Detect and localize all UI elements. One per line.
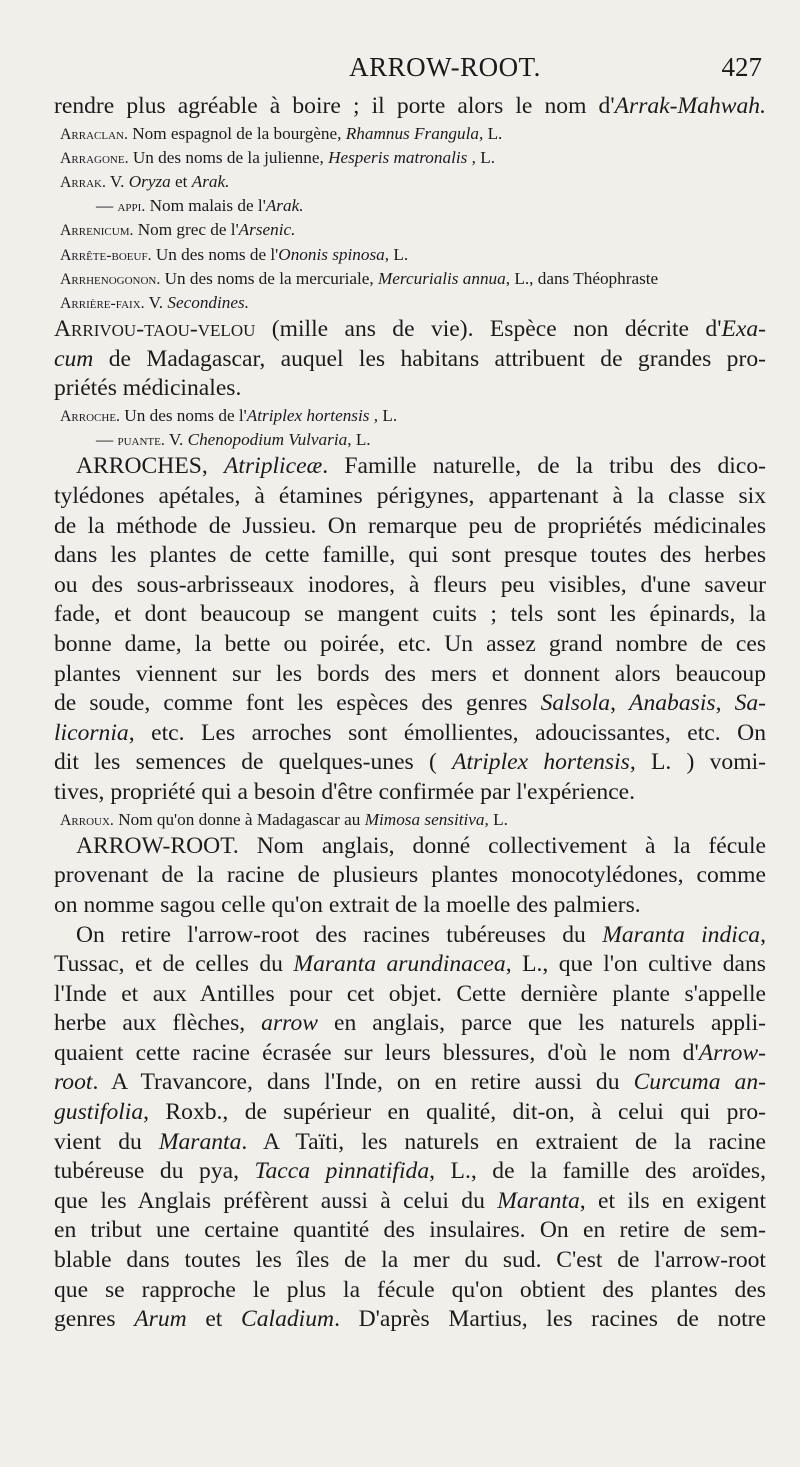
text-line: rendre plus agréable à boire ; il porte alors le nom d'Arrak-Mahwah.: [54, 93, 766, 119]
text-line: que se rapproche le plus la fécule qu'on obtient des plantes des: [54, 1276, 766, 1303]
text-line: plantes viennent sur les bords des mers et donnent alors beaucoup: [54, 660, 766, 687]
dictionary-entry-line: Arrak. V. Oryza et Arak.: [60, 172, 230, 191]
text-line: ARROW-ROOT. Nom anglais, donné collectivement à la fécule: [76, 832, 766, 859]
dictionary-entry-line: Arragone. Un des noms de la julienne, Hesperis matronalis , L.: [60, 147, 496, 167]
text-line: On retire l'arrow-root des racines tubéreuses du Maranta indica,: [76, 921, 766, 948]
dictionary-entry-line: — appi. Nom malais de l'Arak.: [96, 196, 304, 216]
text-line: blable dans toutes les îles de la mer du sud. C'est de l'arrow-root: [54, 1247, 766, 1274]
text-line: ARROCHES, Atripliceæ. Famille naturelle, de la tribu des dico-: [76, 453, 766, 480]
text-line: priétés médicinales.: [54, 375, 242, 402]
dictionary-entry-line: Arroche. Un des noms de l'Atriplex hortensis , L.: [60, 406, 398, 425]
text-line: de la méthode de Jussieu. On remarque peu de propriétés médicinales: [54, 512, 766, 539]
text-line: on nomme sagou celle qu'on extrait de la moelle des palmiers.: [54, 891, 641, 918]
text-line: cum de Madagascar, auquel les habitans attribuent de grandes pro-: [54, 345, 766, 372]
text-line: de soude, comme font les espèces des genres Salsola, Anabasis, Sa-: [54, 690, 767, 717]
dictionary-entry-line: Arrhenogonon. Un des noms de la mercuriale, Mercurialis annua, L., dans Théophraste: [60, 268, 659, 288]
text-line: quaient cette racine écrasée sur leurs blessures, d'où le nom d'Arrow-: [54, 1039, 766, 1066]
text-body: [54, 92, 766, 1335]
text-line: tylédones apétales, à étamines périgynes, appartenant à la classe six: [54, 483, 766, 509]
dictionary-entry-line: Arraclan. Nom espagnol de la bourgène, Rhamnus Frangula, L.: [60, 123, 503, 143]
text-line: dit les semences de quelques-unes ( Atriplex hortensis, L. ) vomi-: [54, 749, 766, 776]
page-number: 427: [721, 52, 762, 82]
text-line: gustifolia, Roxb., de supérieur en qualité, dit-on, à celui qui pro-: [54, 1099, 766, 1126]
text-line: provenant de la racine de plusieurs plantes monocotylédones, comme: [54, 862, 766, 889]
text-line: l'Inde et aux Antilles pour cet objet. Cette dernière plante s'appelle: [54, 980, 766, 1007]
text-line: bonne dame, la bette ou poirée, etc. Un assez grand nombre de ces: [54, 630, 766, 657]
text-line: en tribut une certaine quantité des insulaires. On en retire de sem-: [54, 1217, 766, 1244]
dictionary-entry-line: Arrête-boeuf. Un des noms de l'Ononis spinosa, L.: [60, 244, 409, 264]
text-line: vient du Maranta. A Taïti, les naturels en extraient de la racine: [54, 1128, 766, 1155]
text-line: ou des sous-arbrisseaux inodores, à fleurs peu visibles, d'une saveur: [54, 571, 766, 598]
text-line: fade, et dont beaucoup se mangent cuits ; tels sont les épinards, la: [54, 601, 766, 628]
dictionary-entry-line: Arrenicum. Nom grec de l'Arsenic.: [60, 220, 296, 240]
text-line: tives, propriété qui a besoin d'être confirmée par l'expérience.: [54, 778, 636, 805]
text-line: genres Arum et Caladium. D'après Martius, les racines de notre: [54, 1306, 766, 1333]
text-line: root. A Travancore, dans l'Inde, on en retire aussi du Curcuma an-: [54, 1069, 766, 1096]
dictionary-entry-line: Arroux. Nom qu'on donne à Madagascar au Mimosa sensitiva, L.: [60, 809, 508, 829]
text-line: tubéreuse du pya, Tacca pinnatifida, L., de la famille des aroïdes,: [54, 1158, 766, 1185]
dictionary-entry-line: — puante. V. Chenopodium Vulvaria, L.: [96, 430, 371, 450]
page-header: [54, 52, 766, 92]
dictionary-entry-line: Arrière-faix. V. Secondines.: [60, 293, 250, 313]
text-line: que les Anglais préfèrent aussi à celui du Maranta, et ils en exigent: [54, 1187, 767, 1214]
text-line: Arrivou-taou-velou (mille ans de vie). Espèce non décrite d'Exa-: [54, 316, 766, 343]
text-line: herbe aux flèches, arrow en anglais, parce que les naturels appli-: [54, 1010, 766, 1037]
text-line: dans les plantes de cette famille, qui sont presque toutes des herbes: [54, 542, 766, 569]
text-line: licornia, etc. Les arroches sont émollientes, adoucissantes, etc. On: [54, 719, 766, 746]
running-title: ARROW-ROOT.: [349, 52, 541, 82]
text-line: Tussac, et de celles du Maranta arundinacea, L., que l'on cultive dans: [54, 951, 766, 978]
